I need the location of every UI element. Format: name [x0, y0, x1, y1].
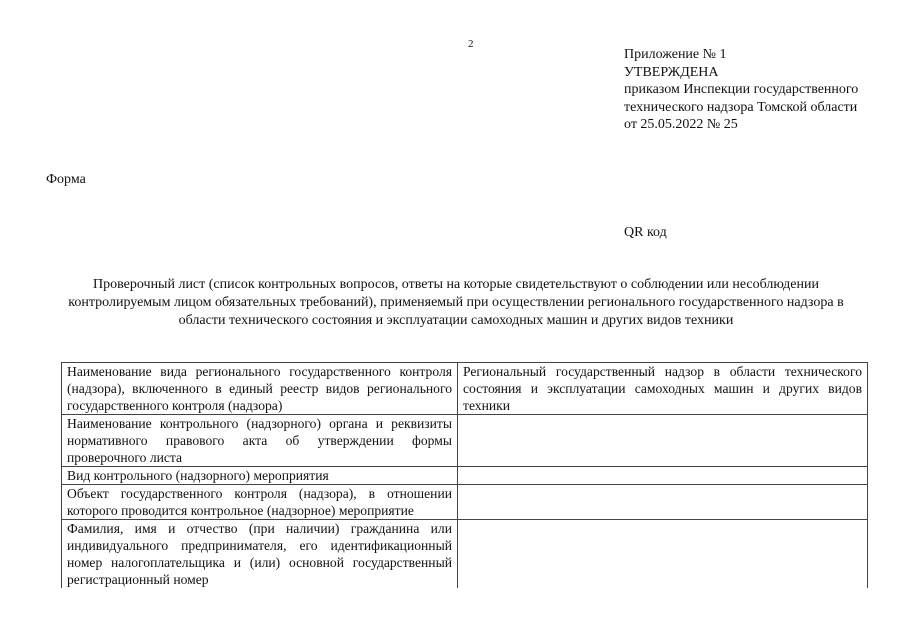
table-row	[62, 467, 868, 485]
row-value	[458, 467, 868, 485]
document-title: Проверочный лист (список контрольных вопросов, ответы на которые свидетельствуют о соблюдении или несоблюдении контролируемым лицом обязательных требований), применяемый при осуществлении регионального государственного надзора в области технического состояния и эксплуатации самоходных машин и других видов техники	[68, 277, 844, 328]
row-value	[458, 485, 868, 520]
table-row	[62, 415, 868, 467]
approval-authority-line: технического надзора Томской области	[624, 99, 858, 115]
row-value-cell	[458, 520, 868, 589]
approval-stamp: УТВЕРЖДЕНА	[624, 64, 719, 80]
row-label: Наименование контрольного (надзорного) органа и реквизиты нормативного правового акта об утверждении формы проверочного листа	[62, 415, 458, 467]
row-value	[458, 415, 868, 467]
appendix-approval-block	[624, 46, 858, 134]
row-value: Региональный государственный надзор в области технического состояния и эксплуатации самоходных машин и других видов техники	[458, 363, 868, 415]
row-label: Фамилия, имя и отчество (при наличии) гражданина или индивидуального предпринимателя, его идентификационный номер налогоплательщика и (или) основной государственный регистрационный номер	[67, 521, 452, 587]
row-value	[463, 520, 862, 588]
form-label: Форма	[46, 172, 86, 187]
row-label: Вид контрольного (надзорного) мероприятия	[62, 467, 458, 485]
page-number: 2	[468, 38, 474, 50]
row-label: Объект государственного контроля (надзора), в отношении которого проводится контрольное (надзорное) мероприятие	[62, 485, 458, 520]
qr-code-label: QR код	[624, 225, 667, 240]
approval-date-line: от 25.05.2022 № 25	[624, 117, 738, 132]
table-row	[62, 485, 868, 520]
row-label-cell	[62, 520, 458, 589]
table-row	[62, 520, 868, 589]
table-row	[62, 363, 868, 415]
appendix-number: Приложение № 1	[624, 47, 727, 62]
checklist-info-table	[61, 362, 868, 588]
row-label: Наименование вида регионального государственного контроля (надзора), включенного в единый реестр видов регионального государственного контроля (надзора)	[62, 363, 458, 415]
approval-order-line: приказом Инспекции государственного	[624, 82, 859, 97]
